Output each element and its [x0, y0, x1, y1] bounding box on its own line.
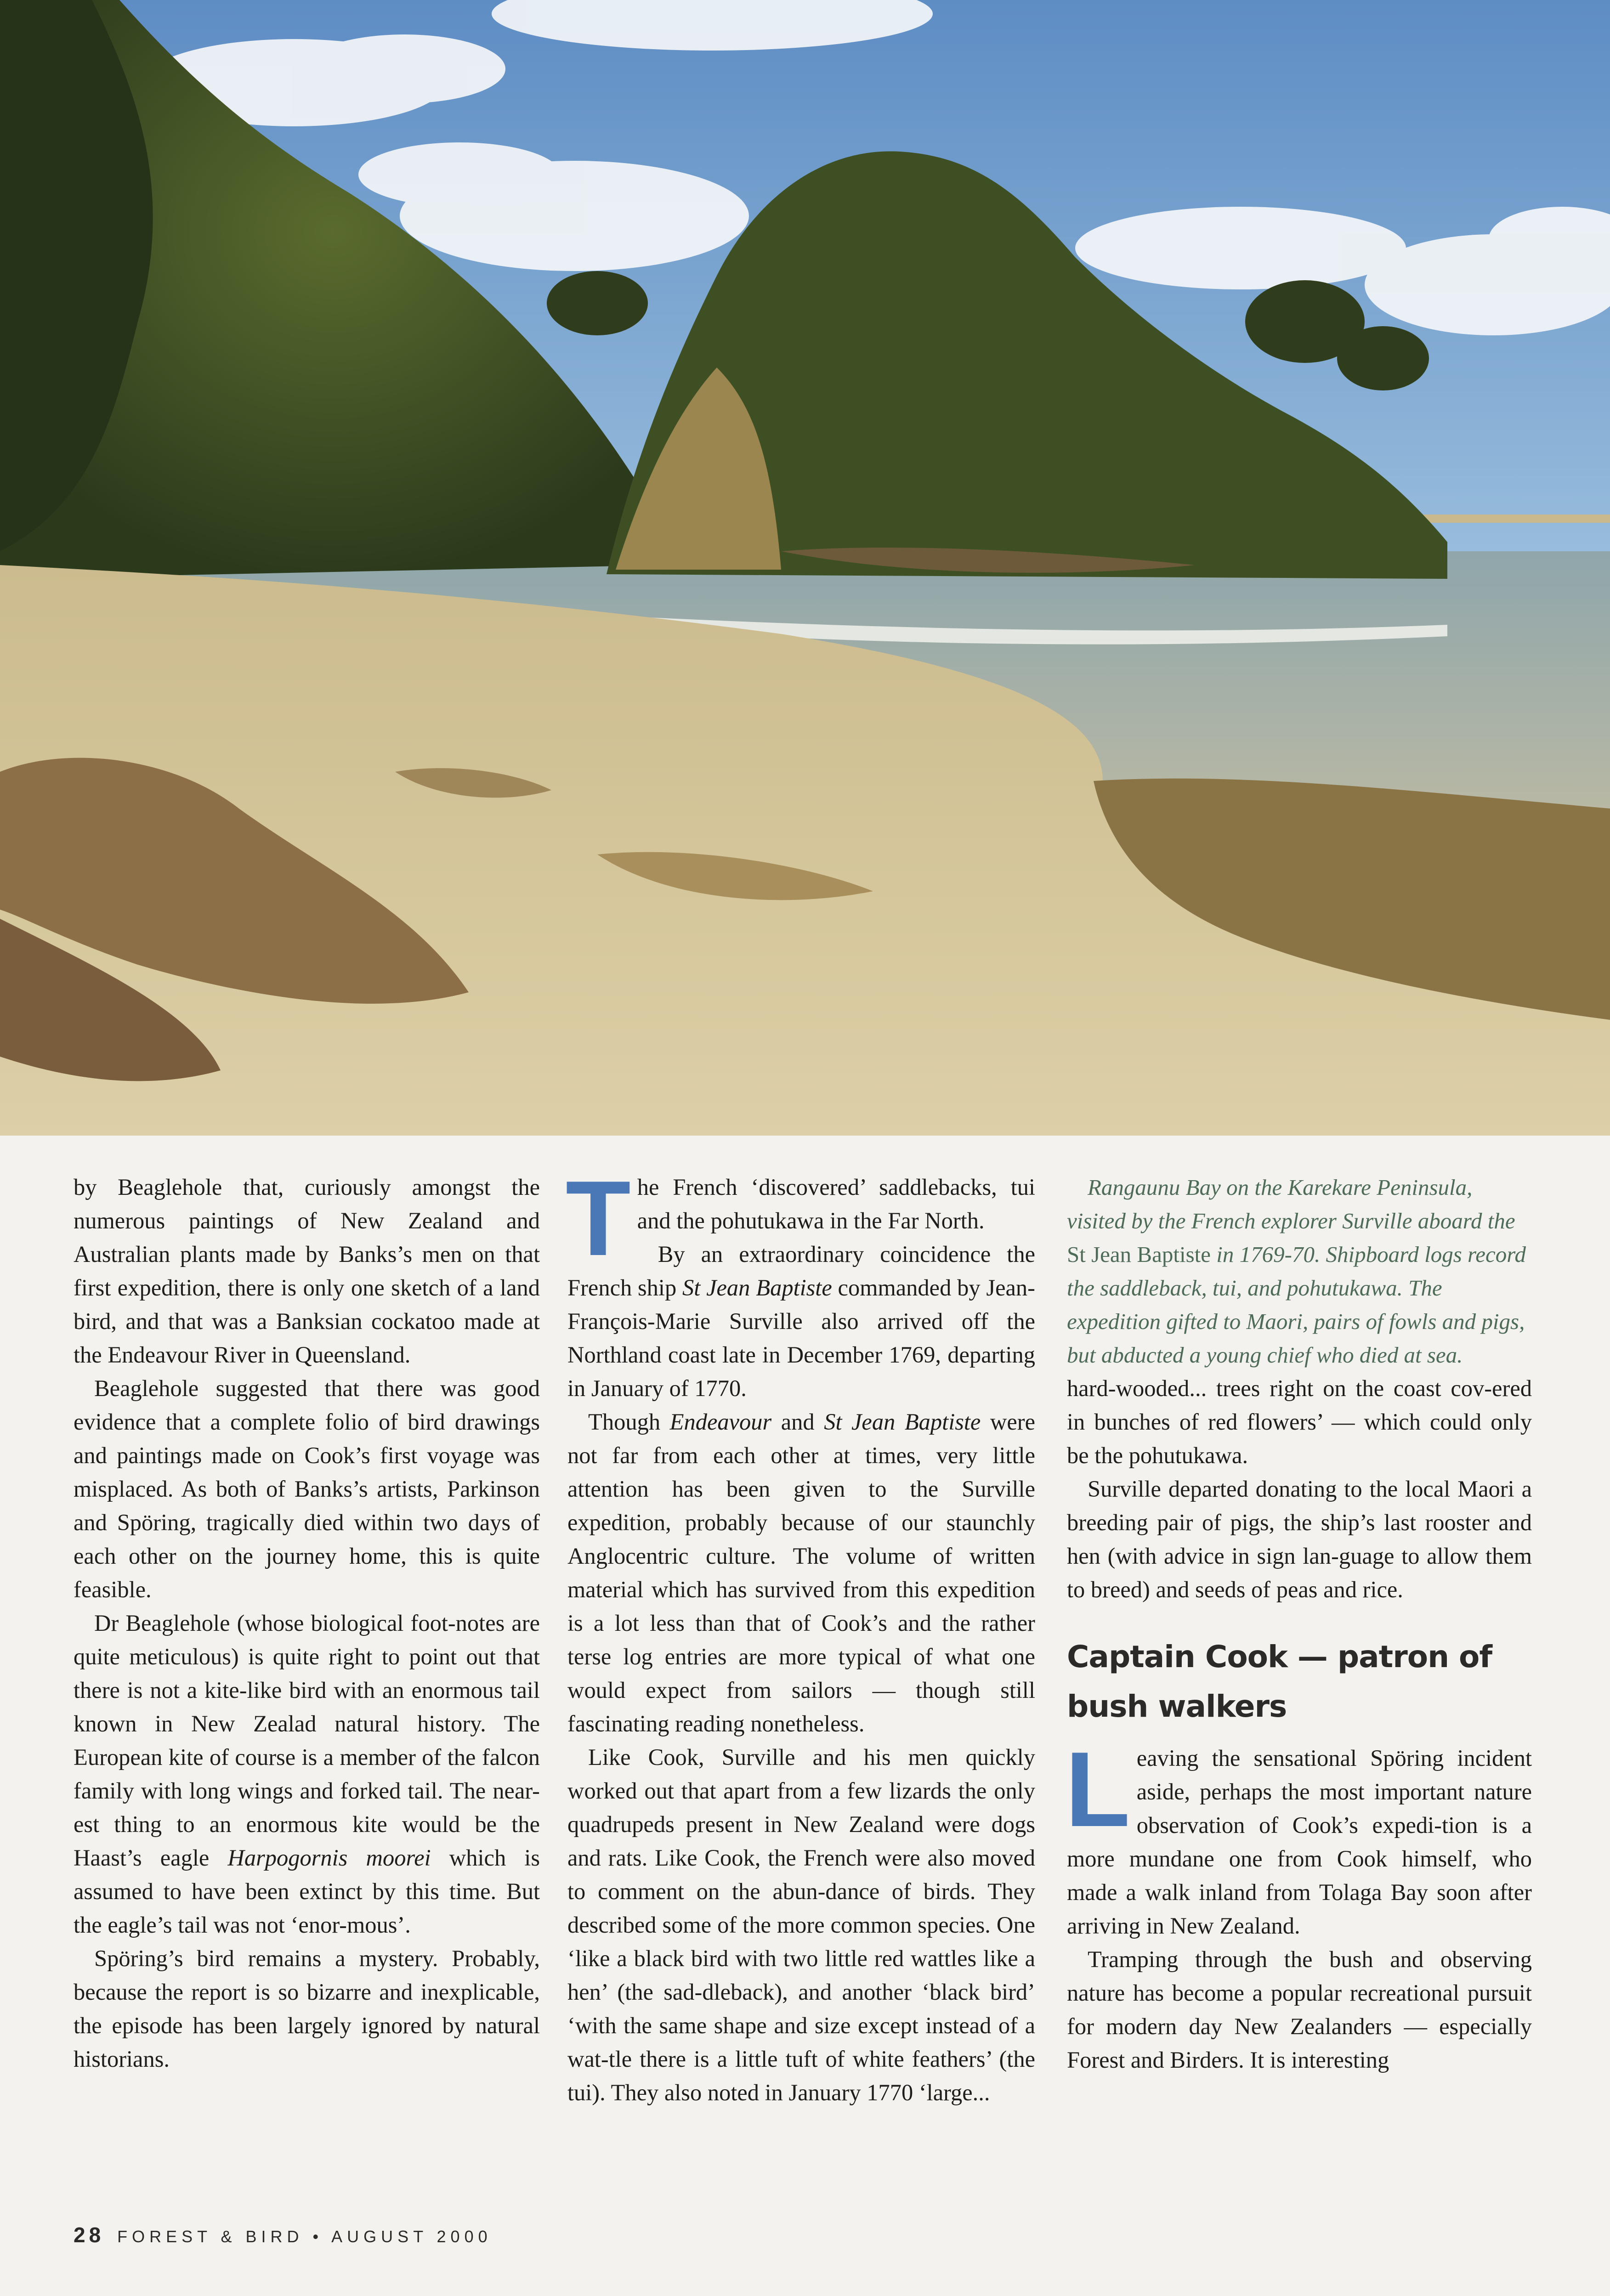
page-footer	[74, 2222, 492, 2247]
paragraph: By an extraordinary coincidence the French ship St Jean Baptiste commanded by Jean-François-Marie Surville also arrived off the Northland coast late in December 1769, departing in January of 1770.	[567, 1241, 1035, 1401]
paragraph: Spöring’s bird remains a mystery. Probably, because the report is so bizarre and inexplicable, the episode has been largely ignored by natural historians.	[74, 1945, 540, 2072]
coastal-bay-photo	[0, 0, 1610, 1136]
ship-name: St Jean Baptiste	[824, 1409, 981, 1435]
paragraph: hard-wooded... trees right on the coast cov-ered in bunches of red flowers’ — which could only be the pohutukawa.	[1067, 1375, 1532, 1468]
paragraph: by Beaglehole that, curiously amongst the numerous paintings of New Zealand and Australian plants made by Banks’s men on that first expedition, there is only one sketch of a land bird, and that was a Banksian cockatoo made at the Endeavour River in Queensland.	[74, 1174, 540, 1368]
species-name: Harpogornis moorei	[227, 1845, 431, 1871]
article-column-1	[74, 1171, 540, 2076]
page-number: 28	[74, 2223, 105, 2247]
drop-cap: L	[1065, 1730, 1130, 1849]
paragraph: Though Endeavour and St Jean Baptiste were not far from each other at times, very little attention has been given to the Surville expedition, probably because of our staunchly Anglocentric culture. The volume of written material which has survived from this expedition is a lot less than that of Cook’s and the rather terse log entries are more typical of what one would expect from sailors — though still fascinating reading nonetheless.	[567, 1409, 1035, 1736]
section-heading: Captain Cook — patron of bush walkers	[1067, 1639, 1492, 1724]
paragraph: Dr Beaglehole (whose biological foot-notes are quite meticulous) is quite right to point out that there is not a kite-like bird with an enormous tail known in New Zealad natural history. The European kite of course is a member of the falcon family with long wings and forked tail. The near-est thing to an enormous kite would be the Haast’s eagle Harpogornis moorei which is assumed to have been extinct by this time. But the eagle’s tail was not ‘enor-mous’.	[74, 1610, 540, 1938]
article-column-3	[1067, 1171, 1532, 2077]
paragraph: Like Cook, Surville and his men quickly worked out that apart from a few lizards the only quadrupeds present in New Zealand were dogs and rats. Like Cook, the French were also moved to comment on the abun-dance of birds. They described some of the more common species. One ‘like a black bird with two little red wattles like a hen’ (the sad-dleback), and another ‘black bird’ ‘with the same shape and size except instead of a wat-tle there is a little tuft of white feathers’ (the tui). They also noted in January 1770 ‘large...	[567, 1744, 1035, 2105]
photo-caption: Rangaunu Bay on the Karekare Peninsula, visited by the French explorer Surville aboard the St Jean Baptiste in 1769-70. Shipboard logs record the saddleback, tui, and pohutukawa. The expedition gifted to Maori, pairs of fowls and pigs, but abducted a young chief who died at sea.	[1067, 1175, 1526, 1368]
ship-name: St Jean Baptiste	[682, 1275, 832, 1301]
drop-cap: T	[566, 1159, 631, 1278]
ship-name: Endeavour	[669, 1409, 772, 1435]
article-column-2	[566, 1159, 1035, 2109]
paragraph: Leaving the sensational Spöring incident aside, perhaps the most important nature observation of Cook’s expedi-tion is a more mundane one from Cook himself, who made a walk inland from Tolaga Bay soon after arriving in New Zealand.	[1065, 1730, 1532, 1939]
publication-line: FOREST & BIRD • AUGUST 2000	[117, 2227, 492, 2246]
paragraph: Beaglehole suggested that there was good evidence that a complete folio of bird drawings and paintings made on Cook’s first voyage was misplaced. As both of Banks’s artists, Parkinson and Spöring, tragically died within two days of each other on the journey home, this is quite feasible.	[74, 1375, 540, 1602]
paragraph: Tramping through the bush and observing nature has become a popular recreational pursuit for modern day New Zealanders — especially Forest and Birders. It is interesting	[1067, 1946, 1532, 2073]
paragraph: Surville departed donating to the local Maori a breeding pair of pigs, the ship’s last rooster and hen (with advice in sign lan-guage to allow them to breed) and seeds of peas and rice.	[1067, 1476, 1532, 1602]
paragraph: The French ‘discovered’ saddlebacks, tui and the pohutukawa in the Far North.	[566, 1159, 1035, 1278]
